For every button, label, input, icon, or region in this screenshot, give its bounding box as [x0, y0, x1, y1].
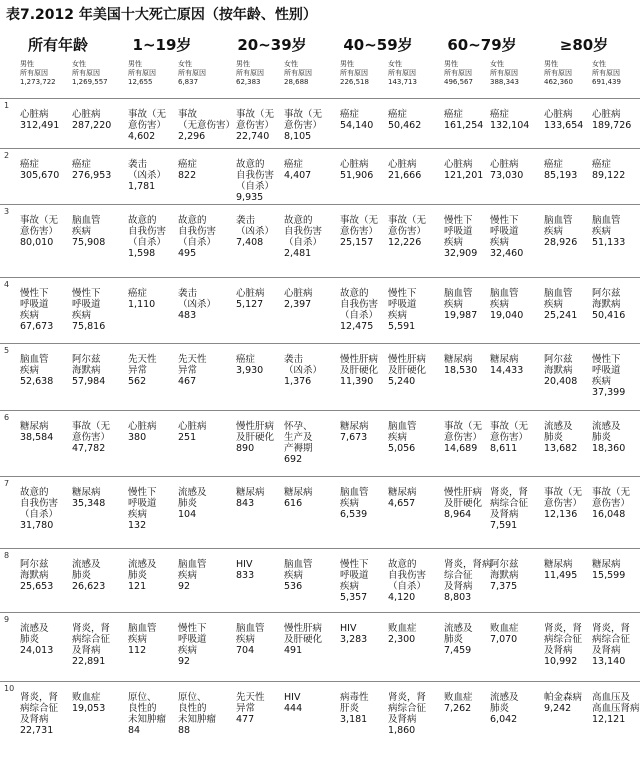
table-cell: 流感及 肺炎 104 [178, 487, 207, 520]
table-cell: 先天性 异常 477 [236, 692, 265, 725]
table-cell: 慢性下 呼吸道 疾病 32,909 [444, 215, 478, 259]
table-cell: 事故 （无意伤害） 2,296 [178, 109, 236, 142]
table-cell: 癌症 161,254 [444, 109, 484, 131]
table-cell: 故意的 自我伤害 （自杀） 4,120 [388, 559, 427, 603]
table-cell: 癌症 85,193 [544, 159, 578, 181]
table-cell: 事故（无 意伤害） 16,048 [592, 487, 631, 520]
table-cell: 事故（无 意伤害） 12,136 [544, 487, 583, 520]
table-cell: 怀孕、 生产及 产褥期 692 [284, 421, 313, 465]
female-total-heading: 女性 所有原因 6,837 [178, 60, 206, 86]
rank-number: 1 [4, 101, 10, 110]
table-cell: 流感及 肺炎 13,682 [544, 421, 578, 454]
table-cell: 心脏病 73,030 [490, 159, 524, 181]
table-cell: 肾炎，肾 病综合征 及肾病 22,891 [72, 623, 111, 667]
age-group-heading: 40~59岁 [343, 36, 413, 54]
table-cell: 流感及 肺炎 26,623 [72, 559, 106, 592]
male-total-heading: 男性 所有原因 226,518 [340, 60, 369, 86]
table-cell: 脑血管 疾病 19,040 [490, 288, 524, 321]
table-cell: HIV 3,283 [340, 623, 368, 645]
table-cell: 糖尿病 18,530 [444, 354, 478, 376]
table-row [0, 98, 640, 149]
female-total-heading: 女性 所有原因 1,269,557 [72, 60, 108, 86]
table-cell: 癌症 276,953 [72, 159, 112, 181]
table-cell: 败血症 7,070 [490, 623, 519, 645]
table-cell: 癌症 822 [178, 159, 198, 181]
table-cell: 慢性下 呼吸道 疾病 67,673 [20, 288, 54, 332]
table-cell: 事故（无 意伤害） 4,602 [128, 109, 167, 142]
table-cell: 事故（无 意伤害） 12,226 [388, 215, 427, 248]
female-total-heading: 女性 所有原因 143,713 [388, 60, 417, 86]
table-cell: 心脏病 51,906 [340, 159, 374, 181]
table-cell: 慢性下 呼吸道 疾病 5,357 [340, 559, 369, 603]
table-row [0, 277, 640, 344]
table-cell: 心脏病 121,201 [444, 159, 484, 181]
table-cell: 慢性肝病 及肝硬化 491 [284, 623, 323, 656]
table-cell: 肾炎，肾 病综合征 及肾病 13,140 [592, 623, 631, 667]
table-cell: 病毒性 肝炎 3,181 [340, 692, 369, 725]
table-cell: 慢性肝病 及肝硬化 5,240 [388, 354, 427, 387]
table-cell: 阿尔兹 海默病 50,416 [592, 288, 626, 321]
age-group-heading: 20~39岁 [237, 36, 307, 54]
table-cell: 脑血管 疾病 5,056 [388, 421, 417, 454]
table-cell: 脑血管 疾病 92 [178, 559, 207, 592]
table-cell: 糖尿病 4,657 [388, 487, 417, 509]
female-total-heading: 女性 所有原因 691,439 [592, 60, 621, 86]
table-cell: HIV 833 [236, 559, 255, 581]
table-cell: 阿尔兹 海默病 20,408 [544, 354, 578, 387]
table-cell: 帕金森病 9,242 [544, 692, 583, 714]
table-cell: 流感及 肺炎 121 [128, 559, 157, 592]
table-cell: 故意的 自我伤害 （自杀） 2,481 [284, 215, 323, 259]
table-row [0, 410, 640, 477]
table-cell: 先天性 异常 562 [128, 354, 157, 387]
table-cell: 原位、 良性的 未知肿瘤 88 [178, 692, 217, 736]
rank-number: 3 [4, 207, 10, 216]
table-cell: 流感及 肺炎 24,013 [20, 623, 54, 656]
table-cell: 流感及 肺炎 6,042 [490, 692, 519, 725]
table-cell: 事故（无 意伤害） 14,689 [444, 421, 483, 454]
table-cell: 故意的 自我伤害 （自杀） 495 [178, 215, 217, 259]
female-total-heading: 女性 所有原因 388,343 [490, 60, 519, 86]
male-total-heading: 男性 所有原因 462,360 [544, 60, 573, 86]
table-cell: 糖尿病 843 [236, 487, 265, 509]
table-row [0, 204, 640, 278]
table-cell: 高血压及 高血压肾病 12,121 [592, 692, 640, 725]
table-cell: 慢性下 呼吸道 疾病 92 [178, 623, 207, 667]
table-cell: 心脏病 133,654 [544, 109, 584, 131]
table-cell: 心脏病 189,726 [592, 109, 632, 131]
table-cell: 脑血管 疾病 28,926 [544, 215, 578, 248]
table-cell: 阿尔兹 海默病 57,984 [72, 354, 106, 387]
table-cell: 袭击 （凶杀） 1,781 [128, 159, 167, 192]
table-cell: 糖尿病 14,433 [490, 354, 524, 376]
table-cell: 脑血管 疾病 25,241 [544, 288, 578, 321]
table-cell: 流感及 肺炎 7,459 [444, 623, 473, 656]
table-row [0, 343, 640, 411]
table-cell: 事故（无 意伤害） 47,782 [72, 421, 111, 454]
table-cell: 肾炎，肾病 综合征 及肾病 8,803 [444, 559, 492, 603]
table-cell: 慢性下 呼吸道 疾病 132 [128, 487, 157, 531]
table-cell: 故意的 自我伤害 （自杀） 12,475 [340, 288, 379, 332]
table-cell: 癌症 4,407 [284, 159, 312, 181]
table-cell: 事故（无 意伤害） 25,157 [340, 215, 379, 248]
table-cell: 心脏病 312,491 [20, 109, 60, 131]
table-cell: 糖尿病 7,673 [340, 421, 369, 443]
table-cell: 袭击 （凶杀） 483 [178, 288, 217, 321]
table-cell: 癌症 89,122 [592, 159, 626, 181]
table-cell: 阿尔兹 海默病 25,653 [20, 559, 54, 592]
table-cell: 事故（无 意伤害） 80,010 [20, 215, 59, 248]
rank-number: 2 [4, 151, 10, 160]
table-cell: 糖尿病 35,348 [72, 487, 106, 509]
male-total-heading: 男性 所有原因 1,273,722 [20, 60, 56, 86]
table-cell: 肾炎，肾 病综合征 及肾病 1,860 [388, 692, 427, 736]
table-cell: 脑血管 疾病 112 [128, 623, 157, 656]
table-cell: 败血症 7,262 [444, 692, 473, 714]
table-row [0, 148, 640, 205]
table-cell: 癌症 3,930 [236, 354, 264, 376]
table-cell: 脑血管 疾病 536 [284, 559, 313, 592]
table-cell: 心脏病 5,127 [236, 288, 265, 310]
table-cell: 心脏病 287,220 [72, 109, 112, 131]
table-row [0, 681, 640, 759]
table-cell: 心脏病 2,397 [284, 288, 313, 310]
table-cell: 脑血管 疾病 51,133 [592, 215, 626, 248]
rank-number: 7 [4, 479, 10, 488]
table-cell: 慢性下 呼吸道 疾病 32,460 [490, 215, 524, 259]
table-cell: 流感及 肺炎 18,360 [592, 421, 626, 454]
table-cell: 故意的 自我伤害 （自杀） 31,780 [20, 487, 59, 531]
age-group-heading: 所有年龄 [27, 36, 88, 54]
table-cell: 糖尿病 15,599 [592, 559, 626, 581]
rank-number: 6 [4, 413, 10, 422]
table-row [0, 548, 640, 613]
table-cell: HIV 444 [284, 692, 303, 714]
table-cell: 袭击 （凶杀） 1,376 [284, 354, 323, 387]
table-cell: 慢性肝病 及肝硬化 8,964 [444, 487, 483, 520]
table-cell: 肾炎，肾 病综合征 及肾病 10,992 [544, 623, 583, 667]
rank-number: 5 [4, 346, 10, 355]
table-cell: 癌症 54,140 [340, 109, 374, 131]
table-cell: 故意的 自我伤害 （自杀） 1,598 [128, 215, 167, 259]
rank-number: 4 [4, 280, 10, 289]
table-cell: 脑血管 疾病 75,908 [72, 215, 106, 248]
table-cell: 糖尿病 38,584 [20, 421, 54, 443]
table-cell: 心脏病 380 [128, 421, 157, 443]
table-cell: 慢性下 呼吸道 疾病 37,399 [592, 354, 626, 398]
table-cell: 脑血管 疾病 52,638 [20, 354, 54, 387]
male-total-heading: 男性 所有原因 62,383 [236, 60, 264, 86]
female-total-heading: 女性 所有原因 28,688 [284, 60, 312, 86]
table-cell: 脑血管 疾病 704 [236, 623, 265, 656]
age-group-heading: 1~19岁 [132, 36, 192, 54]
table-cell: 事故（无 意伤害） 8,105 [284, 109, 323, 142]
table-cell: 袭击 （凶杀） 7,408 [236, 215, 275, 248]
table-cell: 癌症 50,462 [388, 109, 422, 131]
table-cell: 心脏病 251 [178, 421, 207, 443]
table-row [0, 476, 640, 549]
table-cell: 原位、 良性的 未知肿瘤 84 [128, 692, 167, 736]
table-cell: 糖尿病 616 [284, 487, 313, 509]
table-cell: 慢性下 呼吸道 疾病 75,816 [72, 288, 106, 332]
page-title: 表7.2012 年美国十大死亡原因（按年龄、性别） [6, 7, 317, 23]
male-total-heading: 男性 所有原因 496,567 [444, 60, 473, 86]
table-cell: 先天性 异常 467 [178, 354, 207, 387]
table-cell: 脑血管 疾病 19,987 [444, 288, 478, 321]
table-cell: 慢性肝病 及肝硬化 890 [236, 421, 275, 454]
table-cell: 糖尿病 11,495 [544, 559, 578, 581]
table-cell: 败血症 19,053 [72, 692, 106, 714]
table-cell: 事故（无 意伤害） 8,611 [490, 421, 529, 454]
age-group-heading: 60~79岁 [447, 36, 517, 54]
table-cell: 阿尔兹 海默病 7,375 [490, 559, 519, 592]
rank-number: 10 [4, 684, 15, 693]
age-group-heading: ≥80岁 [559, 36, 609, 54]
table-cell: 肾炎，肾 病综合征 及肾病 7,591 [490, 487, 529, 531]
table-cell: 慢性肝病 及肝硬化 11,390 [340, 354, 379, 387]
table-cell: 癌症 1,110 [128, 288, 156, 310]
table-row [0, 612, 640, 682]
table-cell: 败血症 2,300 [388, 623, 417, 645]
table-cell: 癌症 132,104 [490, 109, 530, 131]
table-cell: 脑血管 疾病 6,539 [340, 487, 369, 520]
table-cell: 肾炎，肾 病综合征 及肾病 22,731 [20, 692, 59, 736]
rank-number: 9 [4, 615, 10, 624]
male-total-heading: 男性 所有原因 12,655 [128, 60, 156, 86]
table-cell: 癌症 305,670 [20, 159, 60, 181]
table-cell: 故意的 自我伤害 （自杀） 9,935 [236, 159, 275, 203]
table-cell: 心脏病 21,666 [388, 159, 422, 181]
rank-number: 8 [4, 551, 10, 560]
table-cell: 慢性下 呼吸道 疾病 5,591 [388, 288, 417, 332]
table-cell: 事故（无 意伤害） 22,740 [236, 109, 275, 142]
